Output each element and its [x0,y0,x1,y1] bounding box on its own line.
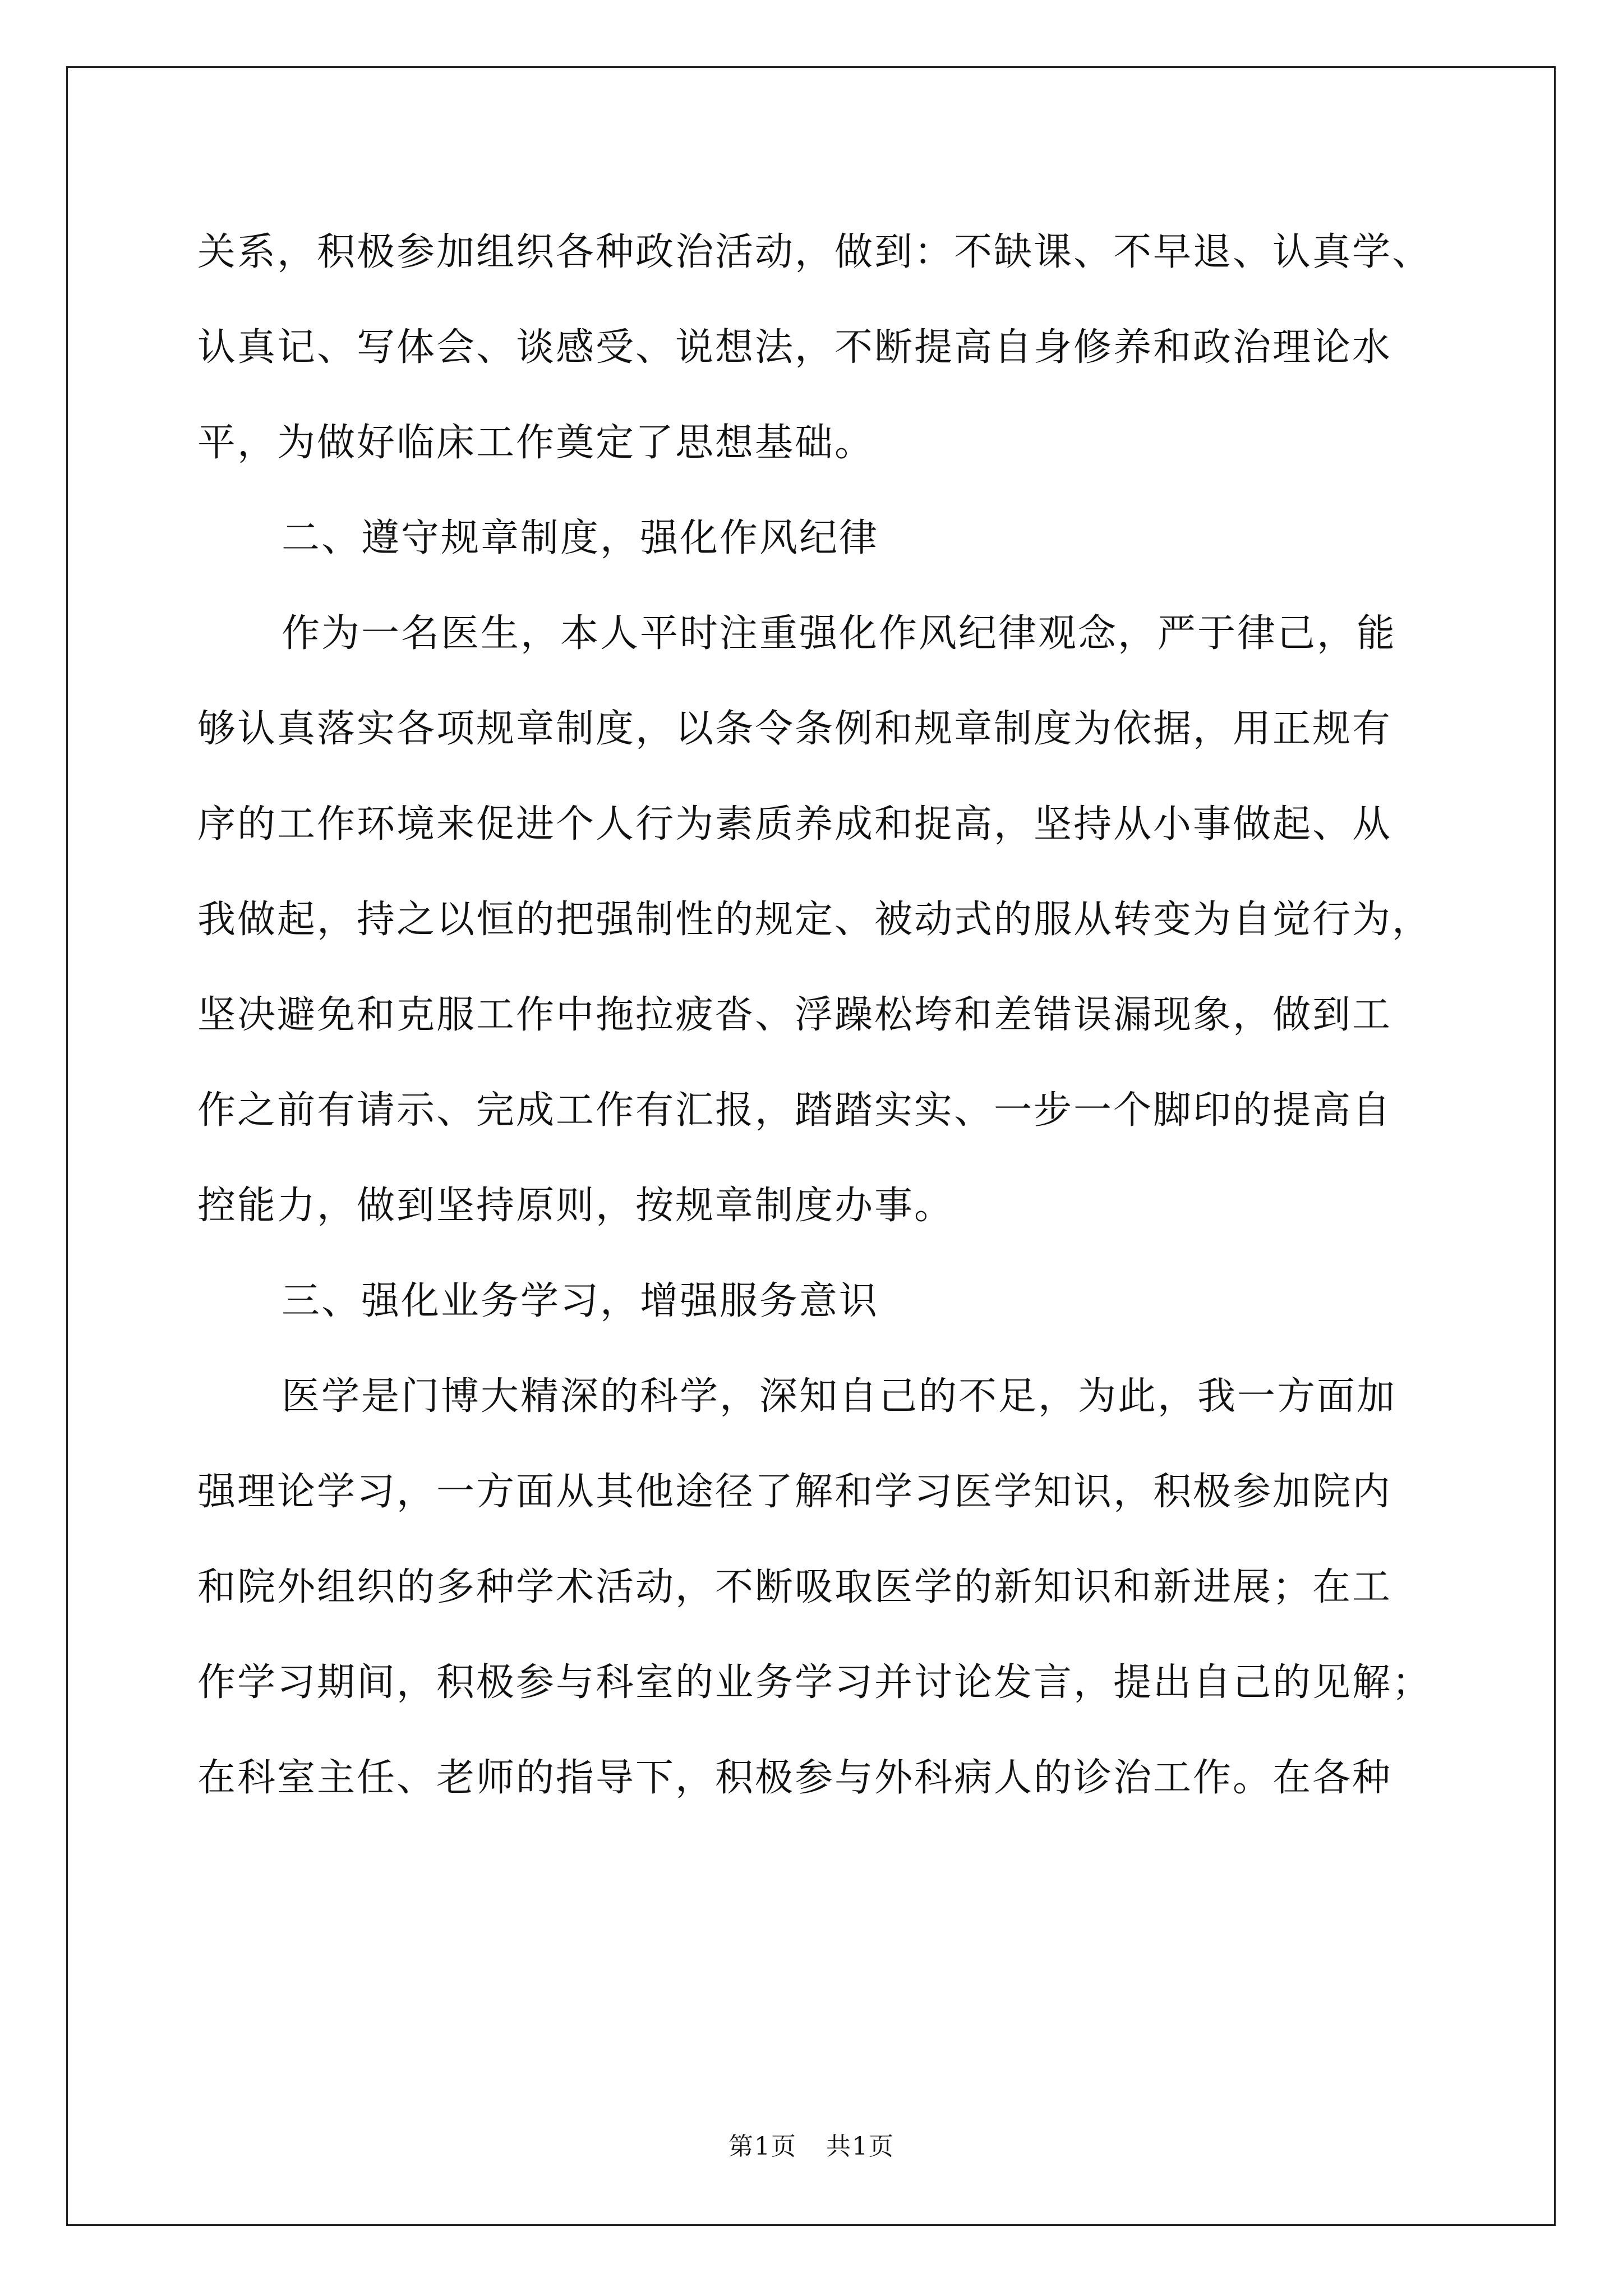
text-line: 序的工作环境来促进个人行为素质养成和捉高，坚持从小事做起、从 [197,802,1393,846]
section-heading: 二、遵守规章制度，强化作风纪律 [282,516,879,560]
text-line: 我做起，持之以恒的把强制性的规定、被动式的服从转变为自觉行为， [197,898,1432,942]
page-footer [0,2126,1623,2162]
text-line: 和院外组织的多种学术活动，不断吸取医学的新知识和新进展；在工 [197,1565,1393,1609]
paragraph-start-line: 医学是门博大精深的科学，深知自己的不足，为此，我一方面加 [282,1374,1397,1419]
document-body [197,205,1487,1826]
text-line: 强理论学习，一方面从其他途径了解和学习医学知识，积极参加院内 [197,1470,1393,1514]
text-line: 在科室主任、老师的指导下，积极参与外科病人的诊治工作。在各种 [197,1756,1393,1800]
text-line: 作之前有请示、完成工作有汇报，踏踏实实、一步一个脚印的提高自 [197,1088,1393,1133]
text-line: 控能力，做到坚持原则，按规章制度办事。 [197,1184,955,1228]
page-number: 第1页 [728,2132,797,2161]
text-line: 关系，积极参加组织各种政治活动，做到：不缺课、不早退、认真学、 [197,230,1432,274]
text-line: 作学习期间，积极参与科室的业务学习并讨论发言，提出自己的见解； [197,1660,1432,1705]
text-line: 坚决避免和克服工作中拖拉疲沓、浮躁松垮和差错误漏现象，做到工 [197,993,1393,1037]
text-line: 认真记、写体会、谈感受、说想法，不断提高自身修养和政治理论水 [197,325,1393,370]
text-line: 够认真落实各项规章制度，以条令条例和规章制度为依据，用正规有 [197,707,1393,751]
section-heading: 三、强化业务学习，增强服务意识 [282,1279,879,1323]
paragraph-start-line: 作为一名医生，本人平时注重强化作风纪律观念，严于律己，能 [282,611,1397,656]
text-line: 平，为做好临床工作奠定了思想基础。 [197,421,875,465]
page-total: 共1页 [826,2132,895,2161]
